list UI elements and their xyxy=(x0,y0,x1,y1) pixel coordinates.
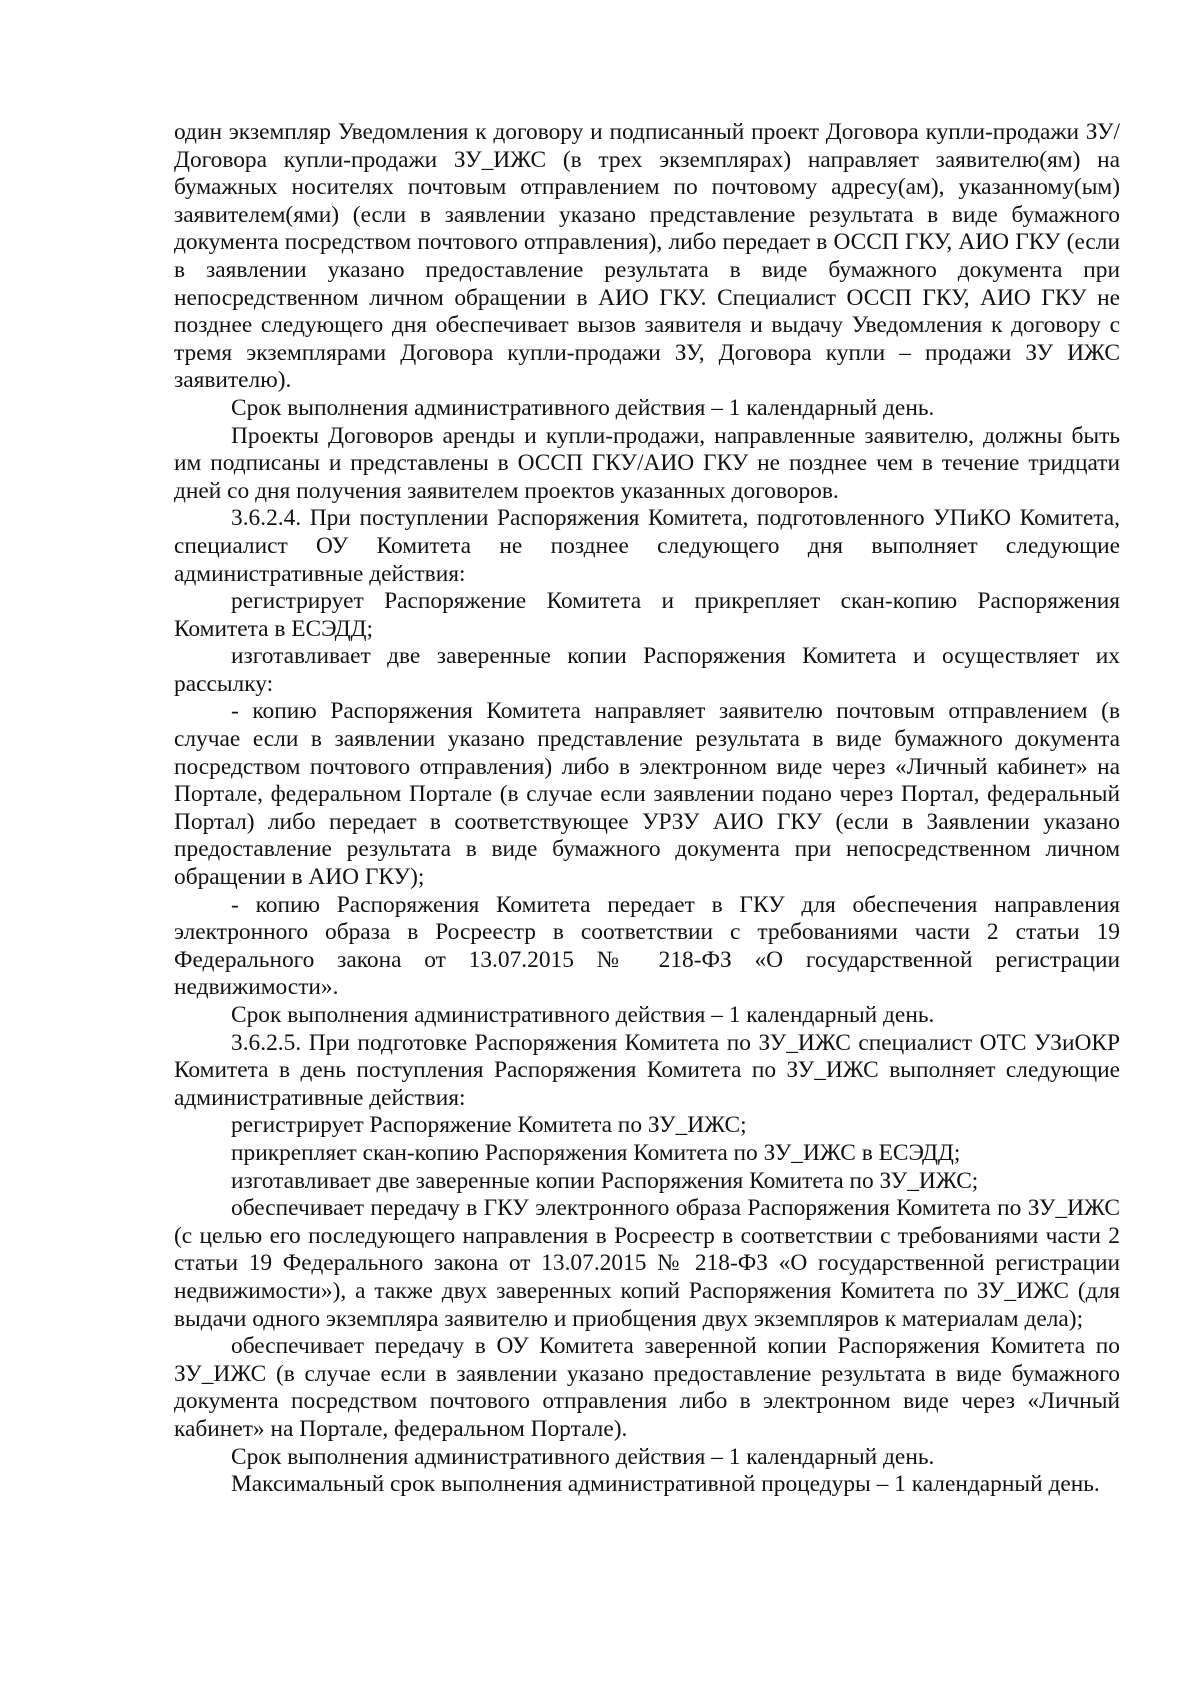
document-page xyxy=(174,119,1120,1499)
paragraph-transfer-to-ou: обеспечивает передачу в ОУ Комитета заверенной копии Распоряжения Комитета по ЗУ_ИЖС (в случае если в заявлении указано предоставление результата в виде бумажного документа посредством почтового отправления либо в электронном виде через «Личный кабинет» на Портале, федеральном Портале). xyxy=(174,1333,1120,1442)
paragraph-deadline-1: Срок выполнения административного действия – 1 календарный день. xyxy=(231,394,935,421)
paragraph-makes-copies: изготавливает две заверенные копии Распоряжения Комитета и осуществляет их рассылку: xyxy=(174,643,1120,697)
paragraph-deadline-2: Срок выполнения административного действия – 1 календарный день. xyxy=(231,1002,935,1028)
paragraph-transfer-to-gku: обеспечивает передачу в ГКУ электронного образа Распоряжения Комитета по ЗУ_ИЖС (с целью его последующего направления в Росреестр в соответствии с требованиями части 2 статьи 19 Федерального закона от 13.07.2015 № 218-ФЗ «О государственной регистрации недвижимости»), а также двух заверенных копий Распоряжения Комитета по ЗУ_ИЖС (для выдачи одного экземпляра заявителю и приобщения двух экземпляров к материалам дела); xyxy=(174,1195,1120,1332)
paragraph-registers-izhs-order: регистрирует Распоряжение Комитета по ЗУ_ИЖС; xyxy=(231,1112,747,1139)
paragraph-copy-to-applicant: - копию Распоряжения Комитета направляет заявителю почтовым отправлением (в случае если в заявлении указано представление результата в виде бумажного документа посредством почтового отправления) либо в электронном виде через «Личный кабинет» на Портале, федеральном Портале (в случае если заявлении подано через Портал, федеральный Портал) либо передает в соответствующее УРЗУ АИО ГКУ (если в Заявлении указано предоставление результата в виде бумажного документа при непосредственном личном обращении в АИО ГКУ); xyxy=(174,698,1120,891)
paragraph-copy-to-gku: - копию Распоряжения Комитета передает в ГКУ для обеспечения направления электронного образа в Росреестр в соответствии с требованиями части 2 статьи 19 Федерального закона от 13.07.2015 № 218-ФЗ «О государственной регистрации недвижимости». xyxy=(174,891,1120,1001)
paragraph-attaches-scan: прикрепляет скан-копию Распоряжения Комитета по ЗУ_ИЖС в ЕСЭДД; xyxy=(231,1139,961,1166)
paragraph-max-deadline: Максимальный срок выполнения административной процедуры – 1 календарный день. xyxy=(231,1471,1100,1498)
paragraph-contract-projects: Проекты Договоров аренды и купли-продажи, направленные заявителю, должны быть им подписаны и представлены в ОССП ГКУ/АИО ГКУ не позднее чем в течение тридцати дней со дня получения заявителем проектов указанных договоров. xyxy=(174,422,1120,504)
paragraph-deadline-3: Срок выполнения административного действия – 1 календарный день. xyxy=(231,1443,935,1470)
paragraph-makes-izhs-copies: изготавливает две заверенные копии Распоряжения Комитета по ЗУ_ИЖС; xyxy=(231,1167,979,1194)
paragraph-section-3-6-2-5: 3.6.2.5. При подготовке Распоряжения Комитета по ЗУ_ИЖС специалист ОТС УЗиОКР Комитета в день поступления Распоряжения Комитета по ЗУ_ИЖС выполняет следующие административные действия: xyxy=(174,1029,1120,1111)
paragraph-registers-order: регистрирует Распоряжение Комитета и прикрепляет скан-копию Распоряжения Комитета в ЕСЭДД; xyxy=(174,588,1120,642)
paragraph-section-3-6-2-4: 3.6.2.4. При поступлении Распоряжения Комитета, подготовленного УПиКО Комитета, специалист ОУ Комитета не позднее следующего дня выполняет следующие административные действия: xyxy=(174,505,1120,587)
paragraph-continuation: один экземпляр Уведомления к договору и подписанный проект Договора купли-продажи ЗУ/Договора купли-продажи ЗУ_ИЖС (в трех экземплярах) направляет заявителю(ям) на бумажных носителях почтовым отправлением по почтовому адресу(ам), указанному(ым) заявителем(ями) (если в заявлении указано представление результата в виде бумажного документа посредством почтового отправления), либо передает в ОССП ГКУ, АИО ГКУ (если в заявлении указано предоставление результата в виде бумажного документа при непосредственном личном обращении в АИО ГКУ. Специалист ОССП ГКУ, АИО ГКУ не позднее следующего дня обеспечивает вызов заявителя и выдачу Уведомления к договору с тремя экземплярами Договора купли-продажи ЗУ, Договора купли – продажи ЗУ ИЖС заявителю). xyxy=(174,119,1120,394)
